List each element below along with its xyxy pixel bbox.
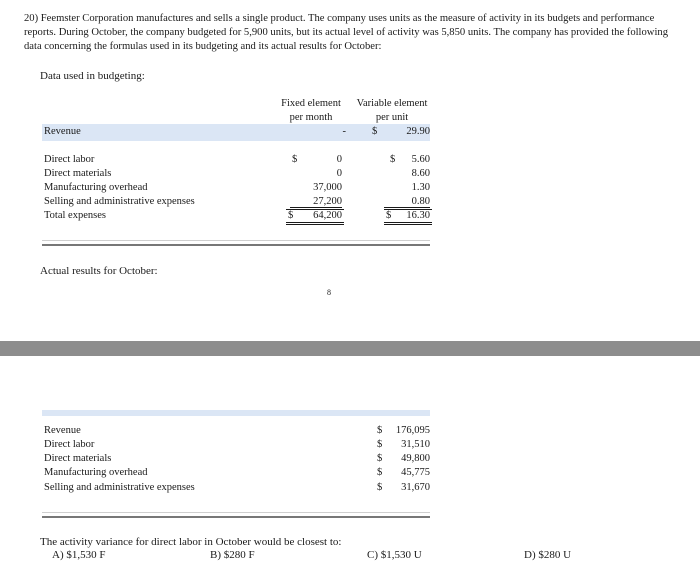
budget-row-label: Direct materials <box>44 168 112 179</box>
separator-bar <box>0 341 700 356</box>
total-var-underline <box>384 209 432 225</box>
actual-row-label: Direct materials <box>44 453 112 464</box>
budget-var-value: 1.30 <box>411 182 430 193</box>
actual-value: 176,095 <box>395 425 430 436</box>
budget-row-label: Revenue <box>44 126 81 137</box>
actual-value: 31,510 <box>401 439 430 450</box>
budget-var-value: 0.80 <box>384 196 430 208</box>
budget-fixed-value: 37,000 <box>313 182 342 193</box>
budget-var-value: 5.60 <box>411 154 430 165</box>
actual-label: Actual results for October: <box>40 265 158 277</box>
actual-sign: $ <box>377 439 383 450</box>
budget-fixed-sign: $ <box>288 210 294 221</box>
actual-row-label: Selling and administrative expenses <box>44 482 195 493</box>
actual-value: 31,670 <box>401 482 430 493</box>
answer-d[interactable]: D) $280 U <box>524 549 572 561</box>
budget-var-value: 29.90 <box>406 126 430 137</box>
budget-fixed-sign: $ <box>292 154 298 165</box>
answer-c[interactable]: C) $1,530 U <box>367 549 422 561</box>
divider <box>42 512 430 513</box>
header-fixed-1: Fixed element <box>281 98 341 109</box>
answer-b[interactable]: B) $280 F <box>210 549 255 561</box>
budget-var-value: 8.60 <box>411 168 430 179</box>
divider <box>42 516 430 518</box>
actual-row-label: Direct labor <box>44 439 95 450</box>
question-body: Feemster Corporation manufactures and sells a single product. The company uses units as the measure of activity in its budgets and performance reports. During October, the company budgeted for 5,900 units, but its actual level of activity was 5,850 units. The company has provided the following data concerning the formulas used in its budgeting and its actual results for October: <box>24 13 668 52</box>
actual-row-label: Manufacturing overhead <box>44 467 148 478</box>
budget-var-sign: $ <box>390 154 396 165</box>
answer-a[interactable]: A) $1,530 F <box>52 549 106 561</box>
budget-label: Data used in budgeting: <box>40 70 145 82</box>
budget-row-label: Manufacturing overhead <box>44 182 148 193</box>
budget-fixed-value: 27,200 <box>290 196 342 208</box>
budget-var-value: 16.30 <box>406 210 430 221</box>
question-text <box>24 12 684 54</box>
total-fixed-underline <box>286 209 344 225</box>
budget-fixed-value: - <box>342 126 346 137</box>
actual-sign: $ <box>377 453 383 464</box>
budget-fixed-value: 0 <box>336 168 342 179</box>
budget-fixed-value: 0 <box>336 154 342 165</box>
actual-value: 49,800 <box>401 453 430 464</box>
actual-sign: $ <box>377 425 383 436</box>
marker-text: 8 <box>327 288 331 297</box>
budget-row-label: Selling and administrative expenses <box>44 196 195 207</box>
actual-sign: $ <box>377 482 383 493</box>
question-prompt: The activity variance for direct labor in October would be closest to: <box>40 536 342 548</box>
actual-band <box>42 410 430 416</box>
divider <box>42 240 430 241</box>
actual-sign: $ <box>377 467 383 478</box>
budget-row-label: Total expenses <box>44 210 106 221</box>
budget-row-label: Direct labor <box>44 154 95 165</box>
budget-var-sign: $ <box>386 210 392 221</box>
budget-var-sign: $ <box>372 126 378 137</box>
divider <box>42 244 430 246</box>
question-number: 20) <box>24 13 39 24</box>
actual-value: 45,775 <box>401 467 430 478</box>
header-fixed-2: per month <box>289 112 333 123</box>
header-var-1: Variable element <box>356 98 428 109</box>
header-var-2: per unit <box>375 112 409 123</box>
budget-fixed-value: 64,200 <box>313 210 342 221</box>
actual-row-label: Revenue <box>44 425 81 436</box>
